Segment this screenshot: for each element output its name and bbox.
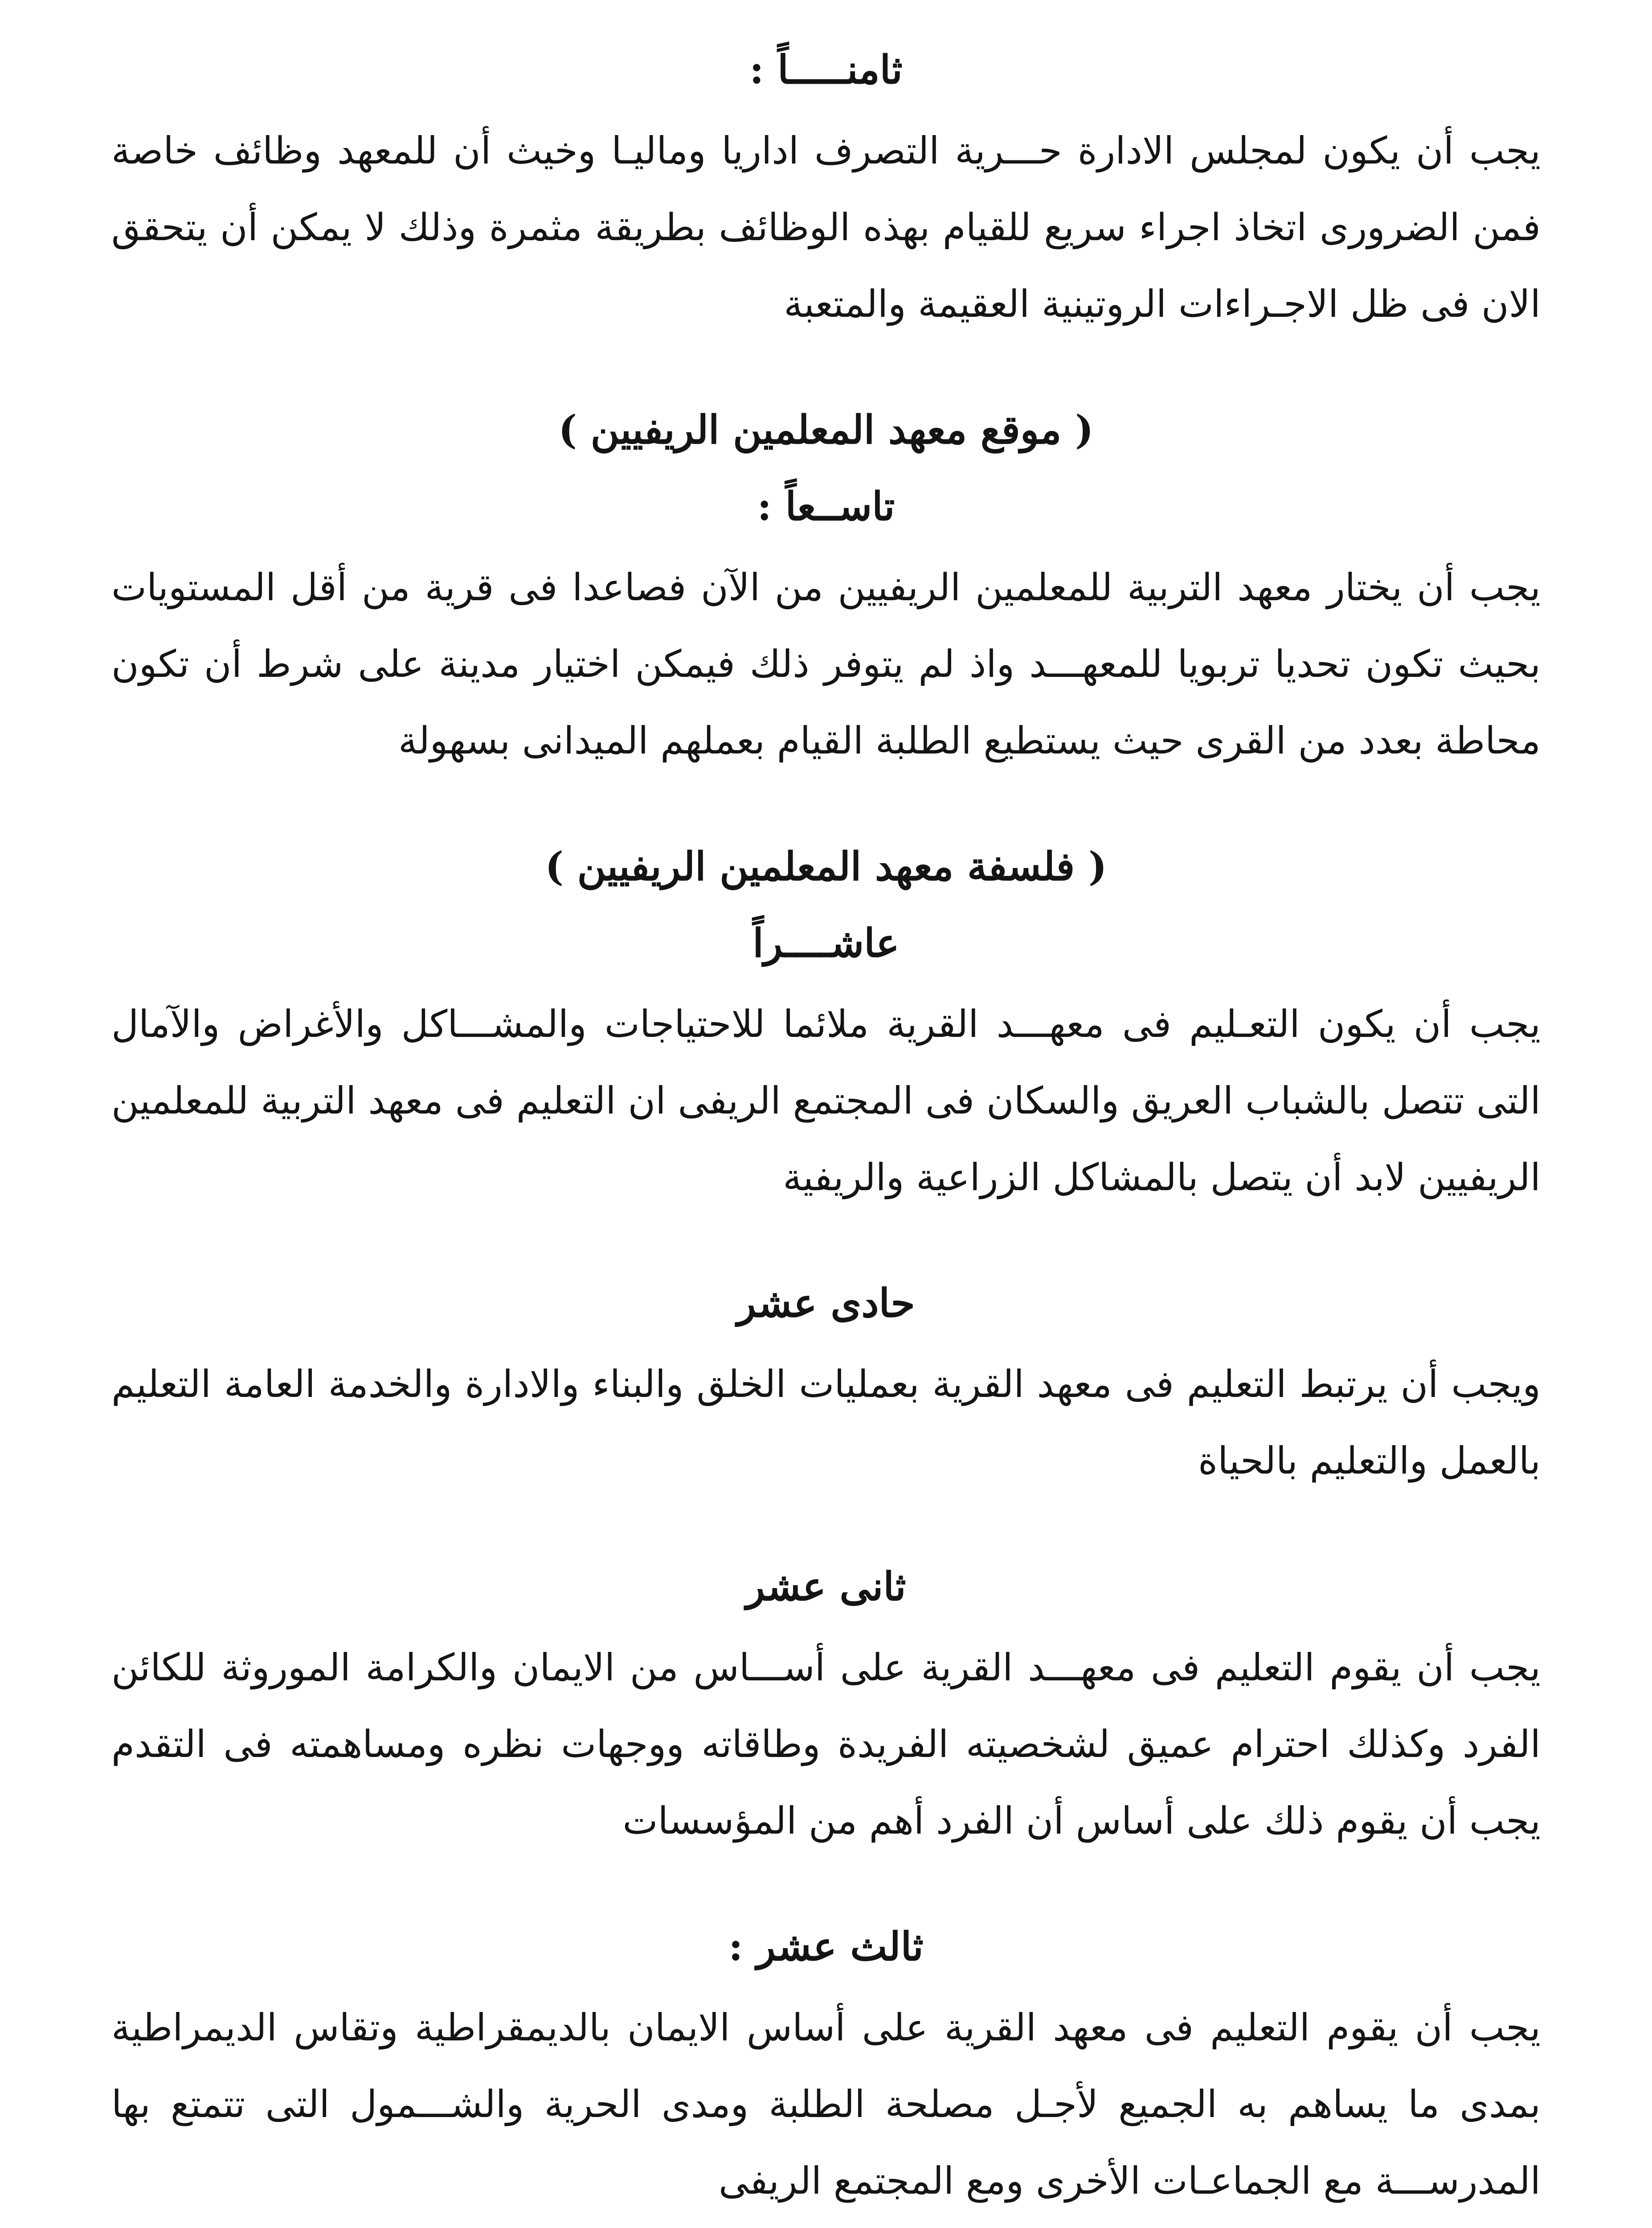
section-13-paragraph: يجب أن يقوم التعليم فى معهد القرية على أساس الايمان بالديمقراطية وتقاس الديمراطية بمدى ما يساهم به الجميع لأجـل مصلحة الطلبة ومدى الحرية والشـــمول التى تتمتع بها المدرســـة مع الجماعـات الأخرى ومع المجتمع الريفى: [111, 2006, 1541, 2203]
section-8-heading: ثامنـــــاً :: [749, 46, 903, 93]
section-13-heading: ثالث عشر :: [728, 1923, 924, 1970]
section-10-paragraph: يجب أن يكون التعـليم فى معهـــد القرية ملائما للاحتياجات والمشـــاكل والأغراض والآمال التى تتصل بالشباب العريق والسكان فى المجتمع الريفى ان التعليم فى معهد التربية للمعلمين الريفيين لابد أن يتصل بالمشاكل الزراعية والريفية: [111, 1002, 1541, 1199]
section-10-heading: عاشــــراً: [752, 920, 900, 966]
section-9-heading: تاســعاً :: [757, 483, 895, 529]
section-8-paragraph: يجب أن يكون لمجلس الادارة حـــرية التصرف اداريا وماليـا وخيث أن للمعهد وظائف خاصة فمن الضرورى اتخاذ اجراء سريع للقيام بهذه الوظائف بطريقة مثمرة وذلك لا يمكن أن يتحقق الان فى ظل الاجـراءات الروتينية العقيمة والمتعبة: [111, 129, 1541, 326]
section-12-paragraph: يجب أن يقوم التعليم فى معهـــد القرية على أســـاس من الايمان والكرامة الموروثة للكائن الفرد وكذلك احترام عميق لشخصيته الفريدة وطاقاته ووجهات نظره ومساهمته فى التقدم يجب أن يقوم ذلك على أساس أن الفرد أهم من المؤسسات: [111, 1646, 1541, 1843]
section-11-heading: حادى عشر: [737, 1280, 915, 1326]
section-10-title: ( فلسفة معهد المعلمين الريفيين ): [545, 843, 1107, 889]
section-9-title: ( موقع معهد المعلمين الريفيين ): [558, 406, 1094, 453]
section-12-heading: ثانى عشر: [746, 1563, 906, 1610]
section-9-paragraph: يجب أن يختار معهد التربية للمعلمين الريفيين من الآن فصاعدا فى قرية من أقل المستويات بحيث تكون تحديا تربويا للمعهـــد واذ لم يتوفر ذلك فيمكن اختيار مدينة على شرط أن تكون محاطة بعدد من القرى حيث يستطيع الطلبة القيام بعملهم الميدانى بسهولة: [111, 565, 1541, 762]
section-11-paragraph: ويجب أن يرتبط التعليم فى معهد القرية بعمليات الخلق والبناء والادارة والخدمة العامة التعليم بالعمل والتعليم بالحياة: [111, 1362, 1541, 1483]
